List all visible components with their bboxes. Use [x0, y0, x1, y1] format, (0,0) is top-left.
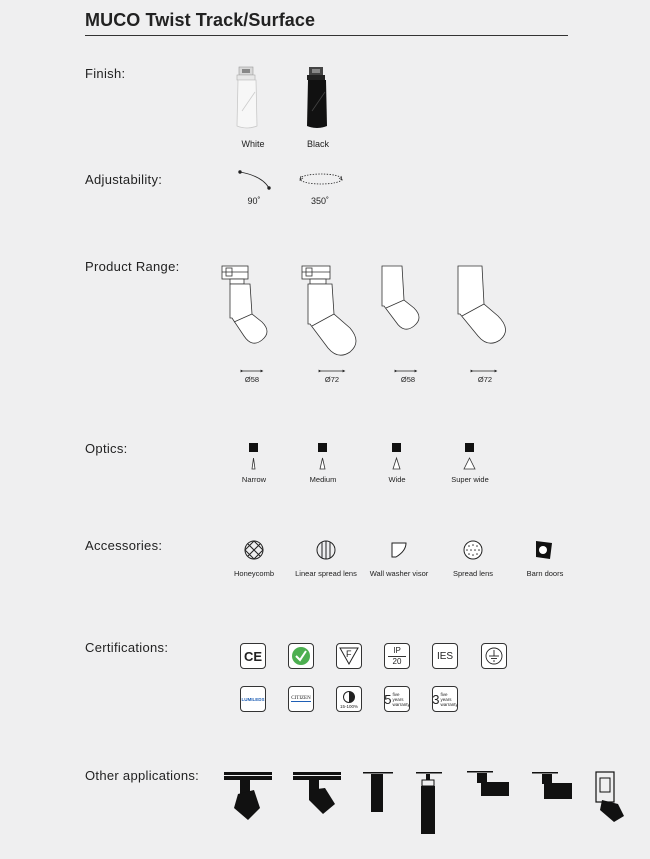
application-surface-horizontal-1 [467, 771, 509, 796]
finish-label-white: White [241, 139, 265, 149]
warranty-5-icon: 5 five years warranty [384, 686, 410, 712]
application-track-twist-2 [293, 772, 341, 814]
tilt-90-icon [238, 170, 270, 189]
white-fixture-image [237, 67, 257, 128]
range-label-4: Ø72 [477, 375, 493, 384]
optics-label-superwide: Super wide [451, 475, 489, 484]
optics-label-narrow: Narrow [241, 475, 267, 484]
adjustability-heading: Adjustability: [85, 172, 163, 187]
lumileds-icon: LUMILEDS [240, 686, 266, 712]
application-surface-horizontal-2 [532, 772, 572, 799]
adjustability-label-350: 350˚ [310, 196, 329, 206]
accessory-label-spread: Spread lens [452, 569, 494, 578]
wide-source-icon [392, 443, 401, 452]
product-surface-58-drawing [382, 266, 419, 329]
dimming-icon: 15-100% [336, 686, 362, 712]
narrow-source-icon [249, 443, 258, 452]
visor-icon [392, 543, 406, 557]
spread-lens-icon [464, 541, 482, 559]
optics-icons [240, 440, 490, 472]
product-track-58-drawing [222, 266, 267, 343]
superwide-source-icon [465, 443, 474, 452]
application-pendant-long [416, 772, 442, 834]
warranty-3-icon: 3 five years warranty [432, 686, 458, 712]
barn-doors-icon [536, 541, 552, 559]
rohs-icon [288, 643, 314, 669]
application-recessed-tilted [596, 772, 624, 822]
citizen-icon: CITIZEN [288, 686, 314, 712]
rotate-350-icon [300, 174, 342, 184]
accessories-icons [240, 538, 560, 564]
narrow-beam-icon [252, 458, 255, 469]
page-title: MUCO Twist Track/Surface [85, 10, 316, 30]
linear-lens-icon [317, 541, 335, 559]
product-range-drawings [218, 262, 518, 378]
ip20-icon: IP 20 [384, 643, 410, 669]
certifications-heading: Certifications: [85, 640, 169, 655]
applications-drawings [220, 768, 630, 838]
adjustability-label-90: 90˚ [247, 196, 261, 206]
range-label-3: Ø58 [400, 375, 416, 384]
application-pendant-short [363, 772, 393, 812]
finish-images [234, 66, 334, 134]
application-track-twist-1 [224, 772, 272, 820]
accessory-label-linear: Linear spread lens [295, 569, 357, 578]
medium-source-icon [318, 443, 327, 452]
ies-icon: IES [432, 643, 458, 669]
ce-icon: CE [240, 643, 266, 669]
ground-icon [481, 643, 507, 669]
accessory-label-visor: Wall washer visor [369, 569, 429, 578]
honeycomb-icon [245, 541, 263, 559]
f-mark-icon: F [336, 643, 362, 669]
optics-heading: Optics: [85, 441, 128, 456]
product-track-72-drawing [302, 266, 356, 355]
medium-beam-icon [320, 458, 325, 469]
product-surface-72-drawing [458, 266, 506, 343]
adjustability-icons [234, 166, 354, 196]
superwide-beam-icon [464, 458, 475, 469]
product-range-heading: Product Range: [85, 259, 180, 274]
finish-label-black: Black [306, 139, 329, 149]
black-fixture-image [307, 67, 327, 128]
range-label-1: Ø58 [244, 375, 260, 384]
title-divider [85, 35, 568, 36]
accessories-heading: Accessories: [85, 538, 163, 553]
accessory-label-barndoors: Barn doors [526, 569, 564, 578]
other-applications-heading: Other applications: [85, 768, 200, 783]
optics-label-wide: Wide [388, 475, 406, 484]
finish-heading: Finish: [85, 66, 126, 81]
optics-label-medium: Medium [309, 475, 337, 484]
range-label-2: Ø72 [324, 375, 340, 384]
wide-beam-icon [393, 458, 400, 469]
accessory-label-honeycomb: Honeycomb [233, 569, 275, 578]
